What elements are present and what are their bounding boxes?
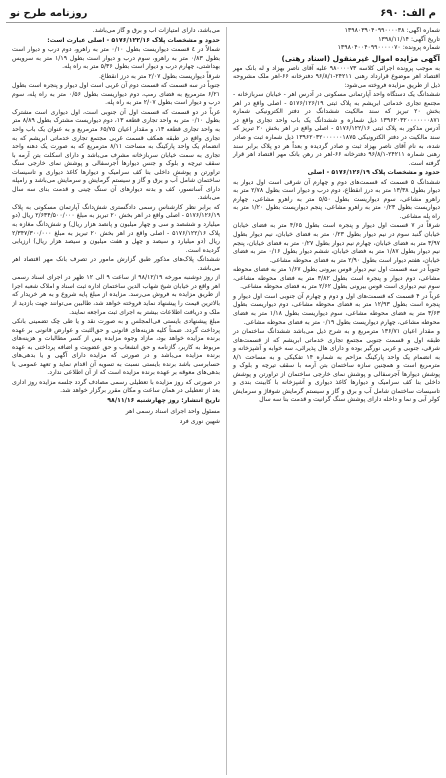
paragraph: غرباً در ۴ قسمت که قسمت‌های اول و دوم و چهارم آن جنوبی است اول دیوار و پنجره است بطول ۱۲/۹۳ متر به فضای محوطه مشاعی، دوم دیواریست بطول ۳/۶۳ متر به فضای محوطه مشاعی، سوم دیواریست بطول ۱/۱۸ متر به فضای محوطه مشاعی، چهارم دیواریست بطول ۰/۱۹ متر به فضای محوطه مشاعی. <box>233 292 440 326</box>
paragraph: ششدانگ یک دستگاه واحد آپارتمانی مسکونی در آدرس اهر - خیابان سرباز‌خانه - مجتمع تجاری خدماتی ابریشم به پلاک ثبتی ۵۱۷۶/۱۲۶/۱۹ - اصلی واقع در اهر بخش ۲۰ تبریز که سند مالکیت ششدانگ در دفتر الکترونیکی شماره ۱۳۹۶۲۰۳۲۰۰۰۰۰۰۰۸۷۱ ذیل شماره و ششدانگ یک باب واحد تجاری واقع در آدرس مذکور به پلاک ثبتی ۵۱۷۶/۱۲۲/۱۶ - اصلی واقع در اهر بخش ۲۰ تبریز که سند مالکیت در دفتر الکترونیکی ۱۳۹۶۲۰۳۲۰۰۰۰۰۰۱۸۷۵ ذیل شماره ثبت و صادر شده، به نام آقای ناصر بهزاد ثبت و صادر گردیده و بعداً هر دو پلاک برابر سند رهنی شماره ۲۴۲۱۱-۹۶/۸/۱ دفترخانه ۶۶-اهر در رهن بانک مهر اقتصاد اهر قرار گرفته است. <box>233 91 440 167</box>
subheading: حدود و مشخصات پلاک ۵۱۷۶/۱۲۶/۱۹ - اصلی <box>307 169 440 177</box>
article-columns <box>6 27 440 775</box>
notice-number: شماره آگهی: ۱۳۹۸۰۳۹۰۴۰۹۹۰۰۰۰۳۸ <box>344 27 440 34</box>
column-left <box>12 27 226 775</box>
paragraph: غرباً در دو قسمت که قسمت اول آن جنوبی است، اول دیواری است مشترک بطول ۰/۱۰ متر به واحد تجاری قطعه ۱۳، دوم دیواریست مشترک بطول ۸/۸۹ متر به واحد تجاری قطعه ۱۳، و مقدار اعیان ۶۵/۷۵ مترمربع و به عنوان یک باب واحد تجاری واقع در طبقه همکف قسمت غربی مجتمع تجاری خدماتی ابریشم که به انضمام یک واحد پارکینگ به مساحت ۸/۱۱ مترمربع که به صورت یک دهنه واحد تجاری به سمت خیابان سرباز‌خانه مشرف می‌باشد و دارای اسکلت بتن آرمه با سقف تیرچه و بلوک و جنس دیوارها آجرسفالی و پوشش نمای خارجی سنگ تراورتن و پوشش داخلی بنا کف سرامیک و دیوارها کاغذ دیواری و تاسیسات ساختمان شامل آب و برق و گاز و سیستم گرمایش و سرمایش می‌باشد و رامپله دارای آسانسور، کف و بدنه دیوارهای آن سنگ چینی و قدمت بنای سه سال می‌باشد. <box>12 108 220 202</box>
column-right <box>226 27 440 775</box>
notice-date: تاریخ آگهی: ۱۳۹۸/۱۱/۱۴ <box>378 35 440 43</box>
subheading: حدود و مشخصات پلاک ۵۱۷۶/۱۲۲/۱۶ - اصلی عبارت است: <box>47 36 220 44</box>
paragraph: ششدانگ ۵ قسمت که قسمت‌های دوم و چهارم آن شرقی است اول دیوار به دیوار بطول ۱۳/۳۸ متر به درز انقطاع، دوم درب و دیوار است بطول ۲/۷۸ متر به راهرو مشاعی، سوم دیواریست بطول ۵/۵۰ متر به راهرو مشاعی، چهارم دیواریست بطول ۰/۲۳ متر به راهرو مشاعی، پنجم دیواریست بطول ۱/۲۰ متر به راه پله مشاعی. <box>233 178 440 220</box>
paragraph: و مقدار اعیان ۱۳۶/۷۱ مترمربع و به شرح ذیل می‌باشد ششدانگ ساختمان در طبقه اول و قسمت جنوبی مجتمع تجاری خدماتی ابریشم که از قسمت‌های شرقی، جنوبی و غربی نورگیر بوده و دارای هال پذیرائی، سه خوابه و آشپزخانه و به انضمام یک واحد پارکینگ مزاحم به شماره ۱۴ تفکیکی و به مساحت ۸/۱ مترمربع است و همچنین سازه ساختمان بتن آرمه با سقف تیرچه و بلوک و پوشش دیوارها آجرسفالی و پوشش نمای خارجی ساختمان از تراورتن و پوشش داخلی بنا کف سرامیک و دیوارها کاغذ دیواری و آشپزخانه با کابینت بندی و تاسیسات ساختمان شامل آب و برق و گاز و سیستم گرمایش شوفاژ و سرمایش کولر آبی و نما و داخله دارای پوشش سنگ گرانیت و قدمت بنا سه سال <box>233 328 440 404</box>
paragraph: به موجب پرونده اجرائی کلاسه ۹۸۰۰۰۰۷۳ علیه آقای ناصر بهزاد و له بانک مهر اقتصاد اهر موضوع قرارداد رهنی ۲۴۲۱۱-۹۶/۸/۱ دفترخانه ۶۶-اهر ملک مشروحه ذیل از طریق مزایده فروخته می‌شود: <box>233 64 440 89</box>
paragraph: شرقاً در ۷ قسمت اول دیوار و پنجره است بطول ۴/۶۵ متر به فضای خیابان خیابان گنبد سوم در نیم دیوار بطول ۰/۲۳ متر به فضای خیابان، نیم دیوار بطول ۳/۹۷ متر به فضای خیابان، چهارم نیم دیوار بطول ۰/۲۷ متر به فضای خیابان، پنجم نیم دیوار بطول ۱/۸۷ متر به فضای خیابان، ششم دیوار بطول ۰/۱۶ متر به فضای خیابان، هفتم دیوار است بطول ۲/۹۰ متر به فضای محوطه مشاعی. <box>233 222 440 264</box>
paragraph: از روز دوشنبه مورخه ۹۸/۱۲/۱۹ از ساعت ۹ الی ۱۲ ظهر در اجرای اسناد رسمی اهر واقع در خیابان شیخ شهاب الدین ساختمان اداره ثبت اسناد و املاک شعبه اجرا از طریق مزایده به فروش می‌رسد. مزایده از مبلغ پایه شروع و به هر خریدار که بالاترین قیمت را پیشنهاد نماید فروخته خواهد شد، طالبین می‌توانند جهت بازدید از ملک و دریافت اطلاعات بیشتر به اجرای ثبت مراجعه نمایند. <box>12 274 220 316</box>
paragraph: مبلغ پیشنهادی بایستی فی‌المجلس و به صورت نقد و یا طی چک تضمینی بانکی پرداخت گردد. ضمناً کلیه هزینه‌های قانونی و حق‌الثبت و عوارض قانونی بر عهده برنده مزایده خواهد بود، مازاد وجوه مزایده پس از کسر مطالبات و هزینه‌های مربوط به کاربر، گازنامه و حق انشعاب و حق عضویت و اضافه پرداختی به عهده برنده مزایده می‌باشد و در صورتی که مزایده دارای آگهی و یا بدهی‌های حسابرسی باشد برنده بایستی نسبت به تسویه آن اقدام نماید و تعهد عمومی یا بدهی‌های معوقه بر عهده برنده مزایده است که از آن اطلاعی ندارد. <box>12 318 220 377</box>
paragraph: جنوباً در سه قسمت اول نیم دیوار قوس بیرونی بطول ۱/۶۷ متر به فضای محوطه مشاعی، دوم دیوار و پنجره است بطول ۳/۸۲ متر به فضای محوطه مشاعی، سوم نیم دیواری است قوس بیرونی بطول ۲/۶۲ متر به فضای محوطه مشاعی. <box>233 266 440 291</box>
signature-title: مسئول واحد اجرای اسناد رسمی اهر <box>125 407 220 415</box>
signature-name: شهین نوری فرد <box>179 418 220 426</box>
paragraph: می‌باشد، دارای امتیازات آب و برق و گاز می‌باشد. <box>92 27 220 34</box>
ad-number: م الف: ۶۹۰ <box>380 7 436 19</box>
paragraph: شرقاً دیواریست بطول ۲/۰۷ متر به درز انقطاع. <box>98 72 220 80</box>
page-header <box>6 4 440 23</box>
notice-title: آگهی مزایده اموال غیرمنقول (اسناد رهنی) <box>281 53 440 63</box>
paragraph: در صورتی که روز مزایده با تعطیلی رسمی مصادف گردد جلسه مزایده روز اداری بعد از تعطیلی در همان ساعت و مکان مقرر برگزار خواهد شد. <box>12 378 220 395</box>
publish-date: تاریخ انتشار: روز چهارشنبه ۹۸/۱۱/۱۶ <box>107 396 220 404</box>
paragraph: شمالاً در ٤ قسمت دیواریست بطول ۰/۱۰ متر به راهرو، دوم درب و دیوار است بطول ۰/۸۳ متر به راهرو، سوم درب و دیوار است بطول ۱/۱۹ متر به سرویس بهداشتی، چهارم درب و دیوار است بطول ۵/۳۶ متر به راه پله. <box>12 46 220 71</box>
paragraph: ششدانگ پلاک‌های مذکور طبق گزارش مامور در تصرف بانک مهر اقتصاد اهر می‌باشد. <box>12 256 220 272</box>
paragraph: که برابر نظر کارشناس رسمی دادگستری شش‌دانگ آپارتمان مسکونی به پلاک ۵۱۷۶/۱۲۶/۱۹ - اصلی واقع در اهر بخش ۲۰ تبریز به مبلغ ۲/۶۳۴/۵۰۰/۰۰۰ ریال (دو میلیارد و ششصد و سی و چهار میلیون و پانصد هزار ریال) و شش‌دانگ مغازه به پلاک ۵۱۷۶/۱۲۲/۱۶ - اصلی واقع در اهر بخش ۲۰ تبریز به مبلغ ۲/۳۴۷/۳۰۰/۰۰۰ ریال (دو میلیارد و سیصد و چهل و هفت میلیون و سیصد هزار ریال) ارزیابی گردیده است. <box>12 203 221 254</box>
newspaper-name: روزنامه طرح نو <box>10 7 88 19</box>
paragraph: جنوباً در سه قسمت که قسمت دوم آن غربی است اول دیوار و پنجره است بطول ۶/۲۱ مترمربع به فضای رمپ، دوم دیواریست بطول ۰/۵۶ متر به راه پله، سوم درب و دیوار است بطول ۲/۰۷ متر به راه پله. <box>12 82 220 107</box>
file-number: شماره پرونده: ۱۳۹۸۰۴۰۰۴۰۹۹۰۰۰۰۰۷۰ <box>337 44 440 52</box>
